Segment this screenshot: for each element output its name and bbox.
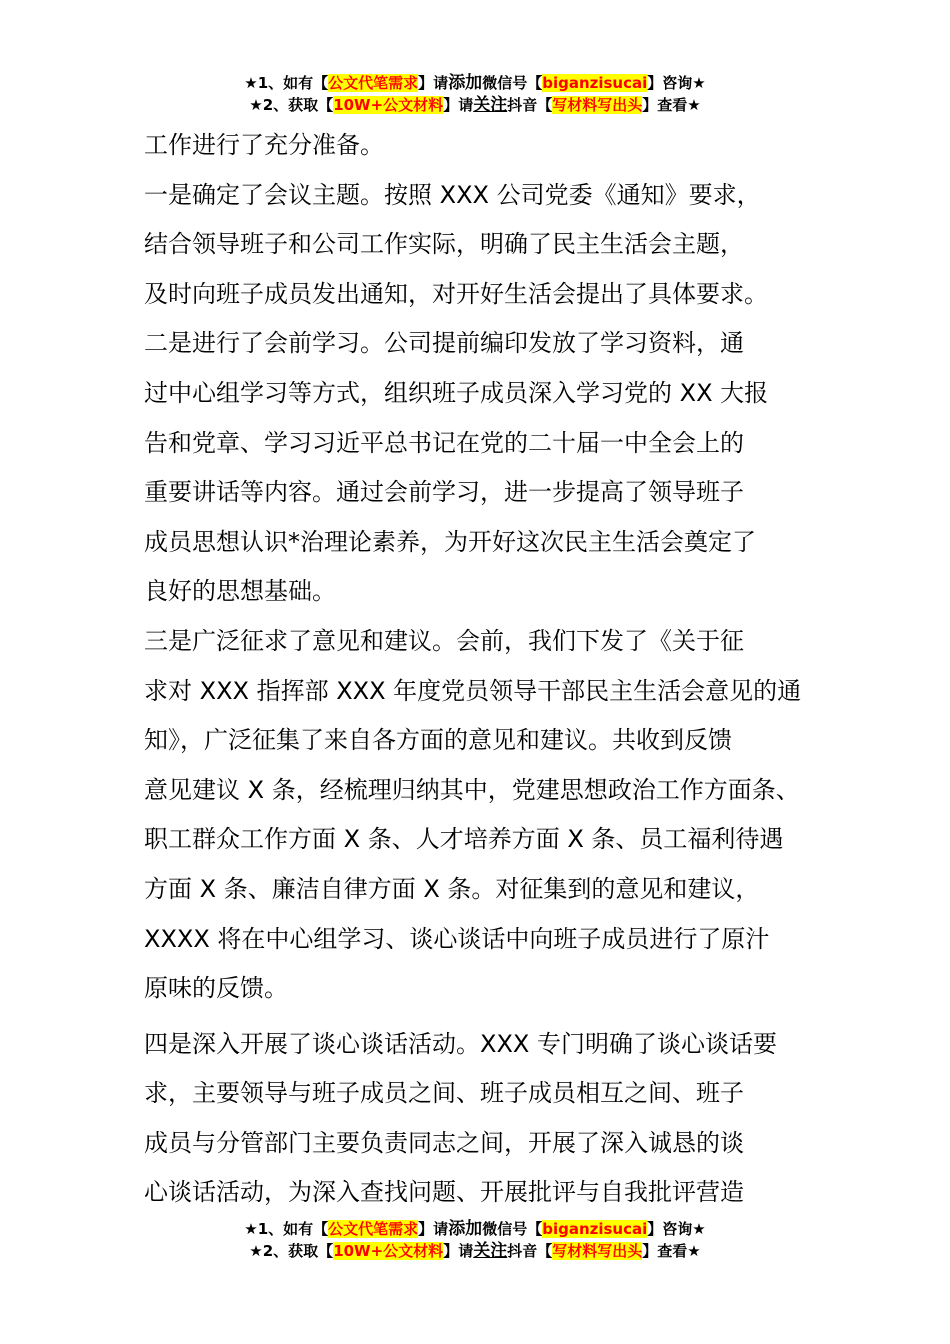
body-line: 方面 X 条、廉洁自律方面 X 条。对征集到的意见和建议，: [144, 874, 760, 903]
body-line: 一是确定了会议主题。按照 XXX 公司党委《通知》要求，: [144, 180, 761, 209]
highlight-douyin-account: 写材料写出头: [552, 1242, 643, 1260]
highlight-wechat-id: biganzisucai: [542, 74, 648, 92]
body-line: 重要讲话等内容。通过会前学习，进一步提高了领导班子: [144, 478, 744, 507]
highlight-materials: 10W+公文材料: [333, 96, 444, 114]
body-line: 原味的反馈。: [144, 974, 288, 1003]
header-banner: [0, 72, 950, 116]
highlight-materials: 10W+公文材料: [333, 1242, 444, 1260]
body-line: 职工群众工作方面 X 条、人才培养方面 X 条、员工福利待遇: [144, 825, 784, 854]
body-line: 结合领导班子和公司工作实际，明确了民主生活会主题，: [144, 230, 744, 259]
banner-line-2: ★2、获取【10W+公文材料】请关注抖音【写材料写出头】查看★: [249, 1241, 701, 1261]
highlight-wechat-id: biganzisucai: [542, 1220, 648, 1238]
body-line: 知》，广泛征集了来自各方面的意见和建议。共收到反馈: [144, 726, 732, 755]
banner-line-1: ★1、如有【公文代笔需求】请添加微信号【biganzisucai】咨询★: [244, 1219, 706, 1239]
body-line: 工作进行了充分准备。: [144, 131, 384, 159]
body-line: 二是进行了会前学习。公司提前编印发放了学习资料，通: [144, 329, 744, 358]
body-line: 求，主要领导与班子成员之间、班子成员相互之间、班子: [144, 1079, 744, 1108]
body-line: 良好的思想基础。: [144, 577, 336, 606]
body-line: 过中心组学习等方式，组织班子成员深入学习党的 XX 大报: [144, 378, 769, 407]
banner-line-1: ★1、如有【公文代笔需求】请添加微信号【biganzisucai】咨询★: [244, 73, 706, 93]
body-line: 意见建议 X 条，经梳理归纳其中，党建思想政治工作方面条、: [144, 775, 800, 804]
body-line: 及时向班子成员发出通知，对开好生活会提出了具体要求。: [144, 279, 768, 308]
body-line: 成员与分管部门主要负责同志之间，开展了深入诚恳的谈: [144, 1128, 744, 1157]
highlight-service: 公文代笔需求: [328, 74, 419, 92]
highlight-douyin-account: 写材料写出头: [552, 96, 643, 114]
body-line: 成员思想认识*治理论素养，为开好这次民主生活会奠定了: [144, 527, 756, 556]
banner-line-2: ★2、获取【10W+公文材料】请关注抖音【写材料写出头】查看★: [249, 95, 701, 115]
body-line: 心谈话活动，为深入查找问题、开展批评与自我批评营造: [144, 1178, 744, 1207]
body-line: 求对 XXX 指挥部 XXX 年度党员领导干部民主生活会意见的通: [144, 676, 802, 705]
body-line: 四是深入开展了谈心谈话活动。XXX 专门明确了谈心谈话要: [144, 1029, 777, 1058]
footer-banner: [0, 1218, 950, 1262]
body-line: 告和党章、学习习近平总书记在党的二十届一中全会上的: [144, 428, 744, 457]
highlight-service: 公文代笔需求: [328, 1220, 419, 1238]
body-line: 三是广泛征求了意见和建议。会前，我们下发了《关于征: [144, 626, 744, 655]
document-body: [144, 121, 834, 1218]
body-line: XXXX 将在中心组学习、谈心谈话中向班子成员进行了原汁: [144, 924, 770, 953]
